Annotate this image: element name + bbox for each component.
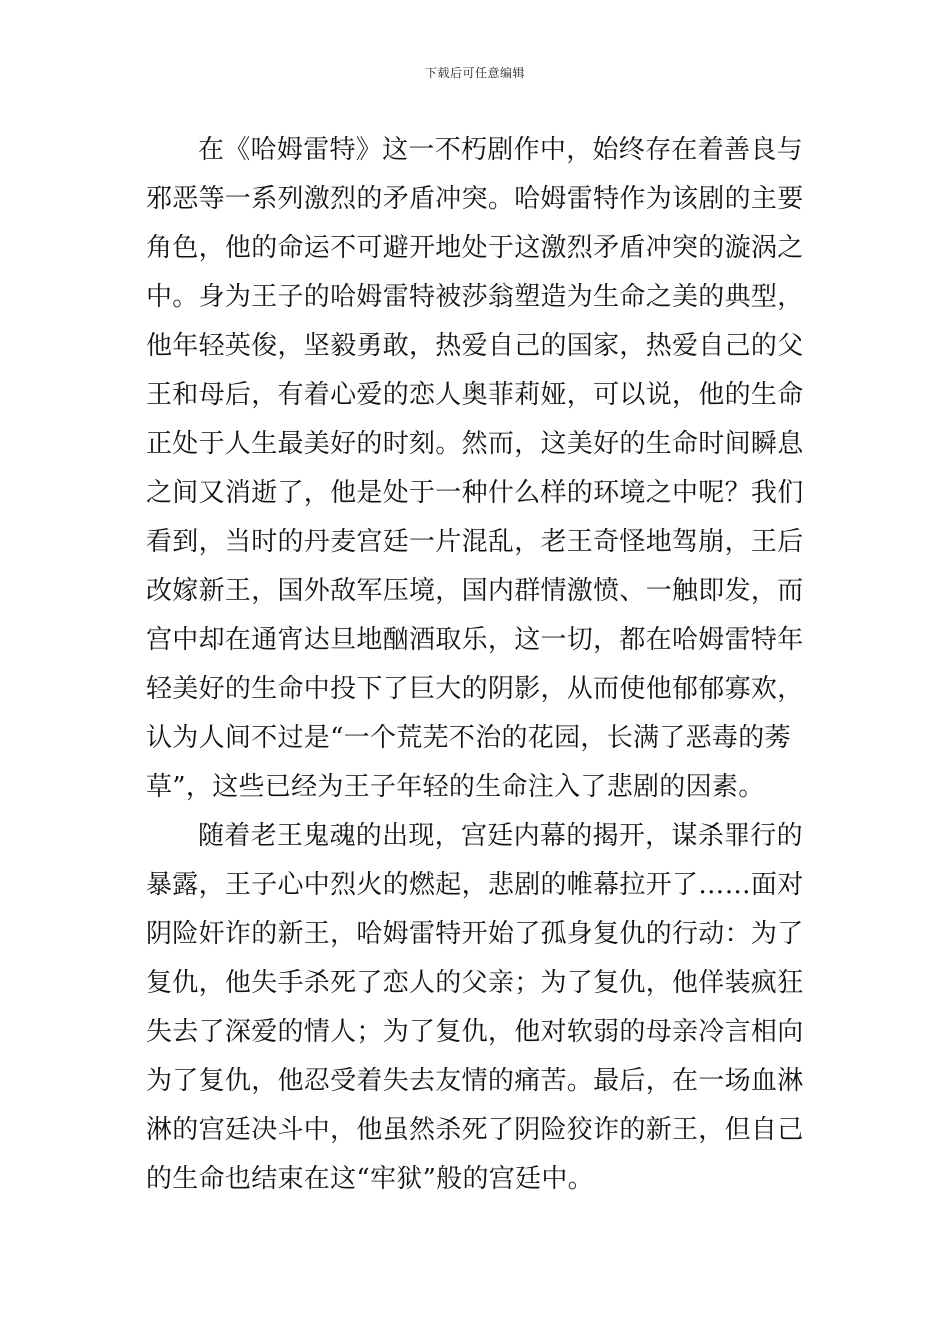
text-line: 认为人间不过是“一个荒芜不治的花园，长满了恶毒的莠 <box>146 723 791 753</box>
text-line: 角色，他的命运不可避开地处于这激烈矛盾冲突的漩涡之 <box>146 233 804 263</box>
document-body <box>146 126 810 1204</box>
text-line: 复仇，他失手杀死了恋人的父亲；为了复仇，他佯装疯狂 <box>146 968 804 998</box>
text-line: 邪恶等一系列激烈的矛盾冲突。哈姆雷特作为该剧的主要 <box>146 184 804 214</box>
text-line: 宫中却在通宵达旦地酗酒取乐，这一切，都在哈姆雷特年 <box>146 625 804 655</box>
text-line: 暴露，王子心中烈火的燃起，悲剧的帷幕拉开了……面对 <box>146 870 804 900</box>
paragraph-1 <box>146 126 810 812</box>
text-line: 中。身为王子的哈姆雷特被莎翁塑造为生命之美的典型， <box>146 282 804 312</box>
paragraph-2 <box>146 812 810 1204</box>
text-line: 草”，这些已经为王子年轻的生命注入了悲剧的因素。 <box>146 772 765 802</box>
text-line: 在《哈姆雷特》这一不朽剧作中，始终存在着善良与 <box>198 135 803 165</box>
text-line: 改嫁新王，国外敌军压境，国内群情激愤、一触即发，而 <box>146 576 804 606</box>
text-line: 他年轻英俊，坚毅勇敢，热爱自己的国家，热爱自己的父 <box>146 331 804 361</box>
text-line: 看到，当时的丹麦宫廷一片混乱，老王奇怪地驾崩，王后 <box>146 527 804 557</box>
text-line: 轻美好的生命中投下了巨大的阴影，从而使他郁郁寡欢， <box>146 674 804 704</box>
text-line: 正处于人生最美好的时刻。然而，这美好的生命时间瞬息 <box>146 429 804 459</box>
text-line: 的生命也结束在这“牢狱”般的宫廷中。 <box>146 1164 594 1194</box>
text-line: 王和母后，有着心爱的恋人奥菲莉娅，可以说，他的生命 <box>146 380 804 410</box>
text-line: 失去了深爱的情人；为了复仇，他对软弱的母亲冷言相向 <box>146 1017 804 1047</box>
text-line: 阴险奸诈的新王，哈姆雷特开始了孤身复仇的行动：为了 <box>146 919 804 949</box>
text-line: 为了复仇，他忍受着失去友情的痛苦。最后，在一场血淋 <box>146 1066 804 1096</box>
text-line: 之间又消逝了，他是处于一种什么样的环境之中呢？我们 <box>146 478 804 508</box>
text-line: 淋的宫廷决斗中，他虽然杀死了阴险狡诈的新王，但自己 <box>146 1115 804 1145</box>
text-line: 随着老王鬼魂的出现，宫廷内幕的揭开，谋杀罪行的 <box>198 821 803 851</box>
header-note: 下载后可任意编辑 <box>424 66 525 80</box>
